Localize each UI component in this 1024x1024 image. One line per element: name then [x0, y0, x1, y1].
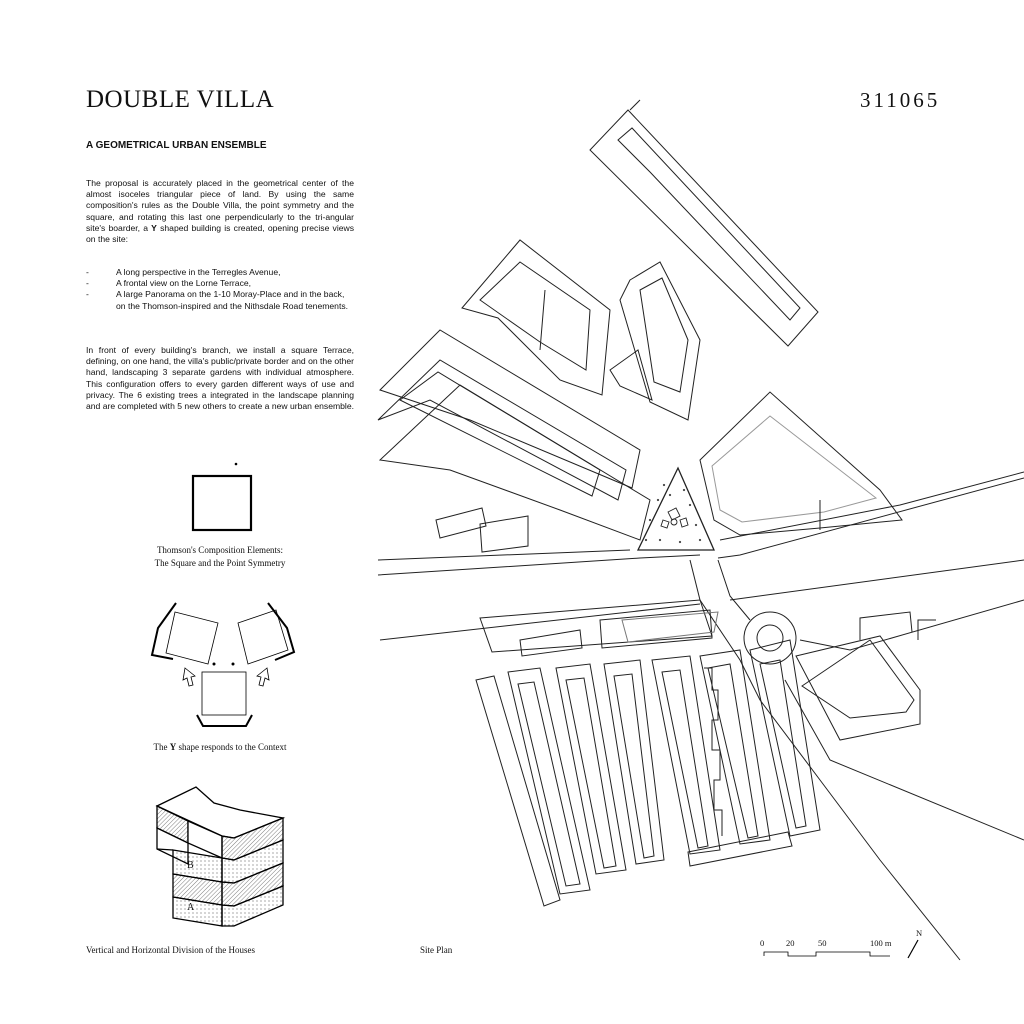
subtitle: A GEOMETRICAL URBAN ENSEMBLE — [86, 140, 267, 151]
caption-division: Vertical and Horizontal Division of the Houses — [86, 945, 255, 955]
label-a: A — [187, 902, 195, 913]
list-item-text: A frontal view on the Lorne Terrace, — [116, 278, 252, 289]
caption-composition-line2: The Square and the Point Symmetry — [154, 557, 286, 568]
page-title: DOUBLE VILLA — [86, 86, 275, 113]
north-arrow-icon — [908, 940, 918, 958]
label-b: B — [187, 860, 194, 871]
caption-y-post: shape responds to the Context — [178, 742, 287, 752]
intro-paragraph-1-end: shaped building is created, opening precise views on the site: — [86, 222, 355, 245]
scale-label-0: 0 — [760, 938, 765, 948]
bullet-dash: - — [86, 267, 89, 277]
caption-composition-line1: Thomson's Composition Elements: — [156, 545, 284, 555]
project-code: 311065 — [860, 88, 941, 112]
site-plan-map — [378, 100, 1024, 960]
bullet-dash: - — [86, 289, 89, 300]
intro-paragraph-1-text: The proposal is accurately placed in the geometrical center of the almost isoceles triangular piece of land. By using the same composition's rules as the Double Villa, the point symmetry and the square, and rotating this last one perpendicularly to the tri-angular site's boarder, a — [86, 178, 354, 233]
intro-paragraph-2: In front of every building's branch, we install a square Terrace, defining, on one hand, the villa's public/private border and on the other hand, landscaping 3 separate gardens with individual atmosphere. This configuration offers to every garden different ways of use and privacy. The 6 existing trees a integrated in the landscape planning and are completed with 5 new others to create a new urban ensemble. — [86, 345, 354, 412]
caption-site-plan: Site Plan — [420, 945, 453, 955]
list-item-text: A large Panorama on the 1-10 Moray-Place and in the back, on the Thomson-inspired and the Nithsdale Road tenements. — [116, 289, 349, 311]
list-item-text: A long perspective in the Terregles Avenue, — [116, 267, 281, 277]
scale-label-100: 100 m — [870, 938, 892, 948]
scale-label-50: 50 — [818, 938, 827, 948]
north-label: N — [916, 928, 923, 938]
caption-y-pre: The — [153, 742, 168, 752]
caption-y-letter: Y — [169, 742, 177, 752]
y-letter: Y — [151, 222, 157, 233]
scale-label-20: 20 — [786, 938, 795, 948]
bullet-dash: - — [86, 278, 89, 289]
scale-bar — [764, 952, 890, 956]
